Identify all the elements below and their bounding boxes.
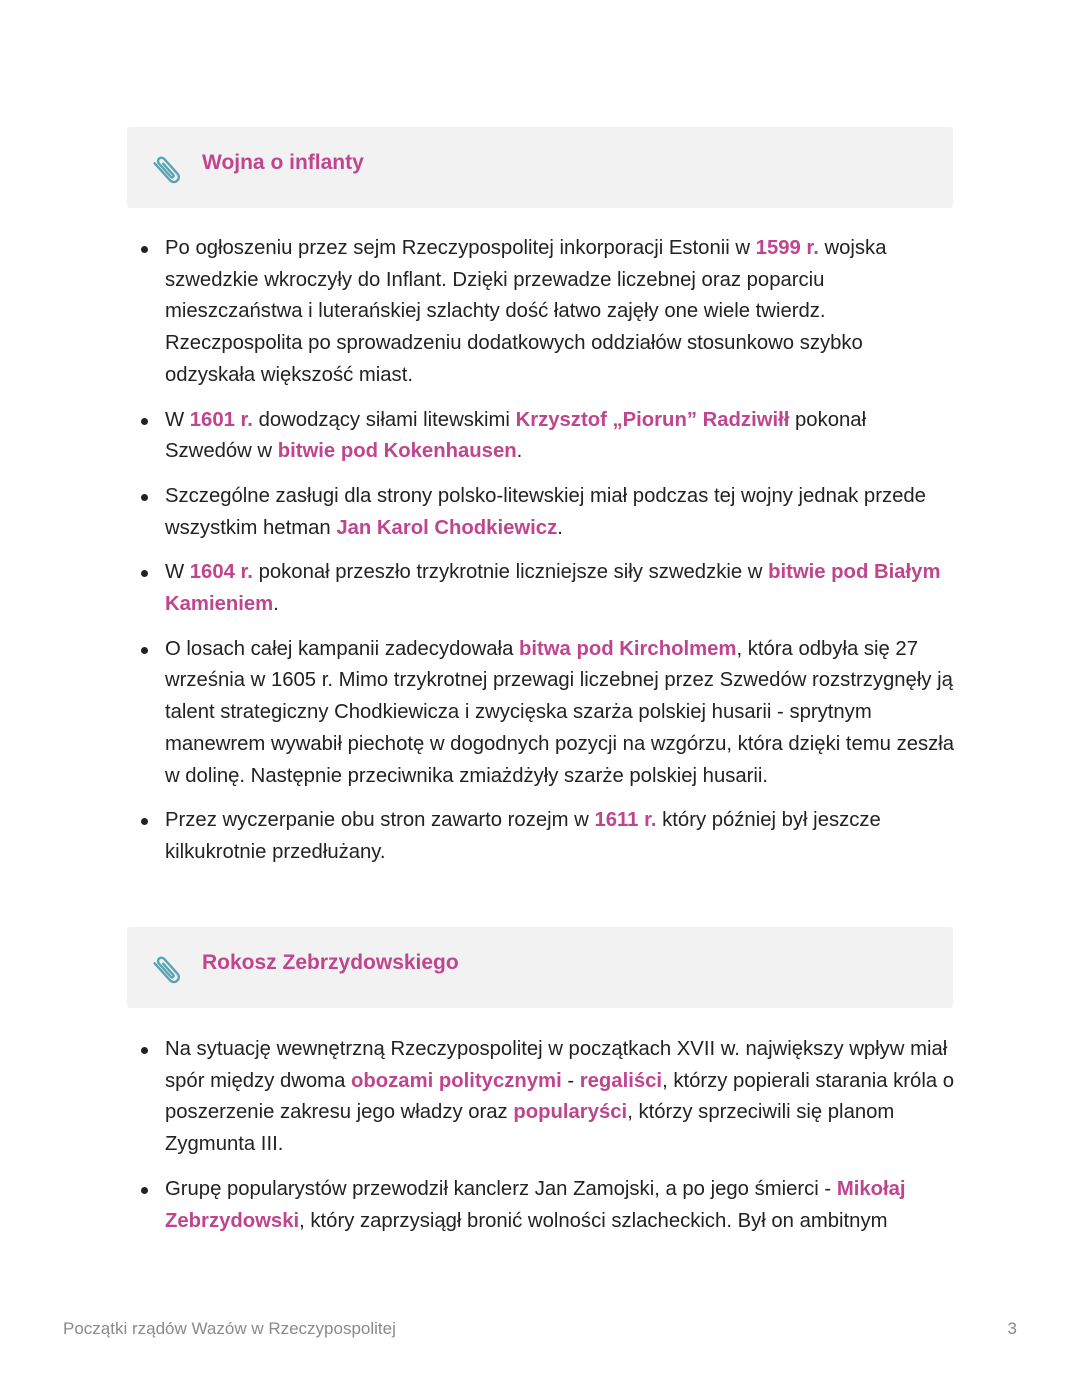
page-number: 3 bbox=[1007, 1319, 1017, 1338]
section-header-rokosz bbox=[127, 927, 953, 1008]
list-item: O losach całej kampanii zadecydowała bitwa pod Kircholmem, która odbyła się 27 września w 1605 r. Mimo trzykrotnej przewagi liczebnej przez Szwedów rozstrzygnęły ją talent strategiczny Chodkiewicza i zwycięska szarża polskiej husarii - sprytnym manewrem wywabił piechotę w dogodnych pozycji na wzgórzu, która dzięki temu zeszła w dolinę. Następnie przeciwnika zmiażdżyły szarże polskiej husarii. bbox=[136, 634, 956, 793]
bullet-list-rokosz bbox=[136, 1034, 956, 1250]
section-header-wojna bbox=[127, 127, 953, 208]
section-title: Wojna o inflanty bbox=[202, 151, 364, 174]
list-item: Po ogłoszeniu przez sejm Rzeczypospolitej inkorporacji Estonii w 1599 r. wojska szwedzkie wkroczyły do Inflant. Dzięki przewadze liczebnej oraz poparciu mieszczaństwa i luterańskiej szlachty dość łatwo zajęły one wiele twierdz. Rzeczpospolita po sprowadzeniu dodatkowych oddziałów stosunkowo szybko odzyskała większość miast. bbox=[136, 233, 956, 392]
section-title: Rokosz Zebrzydowskiego bbox=[202, 951, 459, 974]
list-item: W 1601 r. dowodzący siłami litewskimi Krzysztof „Piorun” Radziwiłł pokonał Szwedów w bitwie pod Kokenhausen. bbox=[136, 405, 956, 468]
paperclip-icon bbox=[147, 151, 187, 191]
paperclip-icon bbox=[147, 951, 187, 991]
footer-document-title: Początki rządów Wazów w Rzeczypospolitej bbox=[63, 1319, 396, 1338]
list-item: Grupę popularystów przewodził kanclerz Jan Zamojski, a po jego śmierci - Mikołaj Zebrzydowski, który zaprzysiągł bronić wolności szlacheckich. Był on ambitnym bbox=[136, 1174, 956, 1237]
list-item: Na sytuację wewnętrzną Rzeczypospolitej w początkach XVII w. największy wpływ miał spór między dwoma obozami politycznymi - regaliści, którzy popierali starania króla o poszerzenie zakresu jego władzy oraz popularyści, którzy sprzeciwili się planom Zygmunta III. bbox=[136, 1034, 956, 1161]
list-item: Przez wyczerpanie obu stron zawarto rozejm w 1611 r. który później był jeszcze kilkukrotnie przedłużany. bbox=[136, 805, 956, 868]
list-item: Szczególne zasługi dla strony polsko-litewskiej miał podczas tej wojny jednak przede wszystkim hetman Jan Karol Chodkiewicz. bbox=[136, 481, 956, 544]
bullet-list-wojna bbox=[136, 233, 956, 882]
list-item: W 1604 r. pokonał przeszło trzykrotnie liczniejsze siły szwedzkie w bitwie pod Białym Kamieniem. bbox=[136, 557, 956, 620]
